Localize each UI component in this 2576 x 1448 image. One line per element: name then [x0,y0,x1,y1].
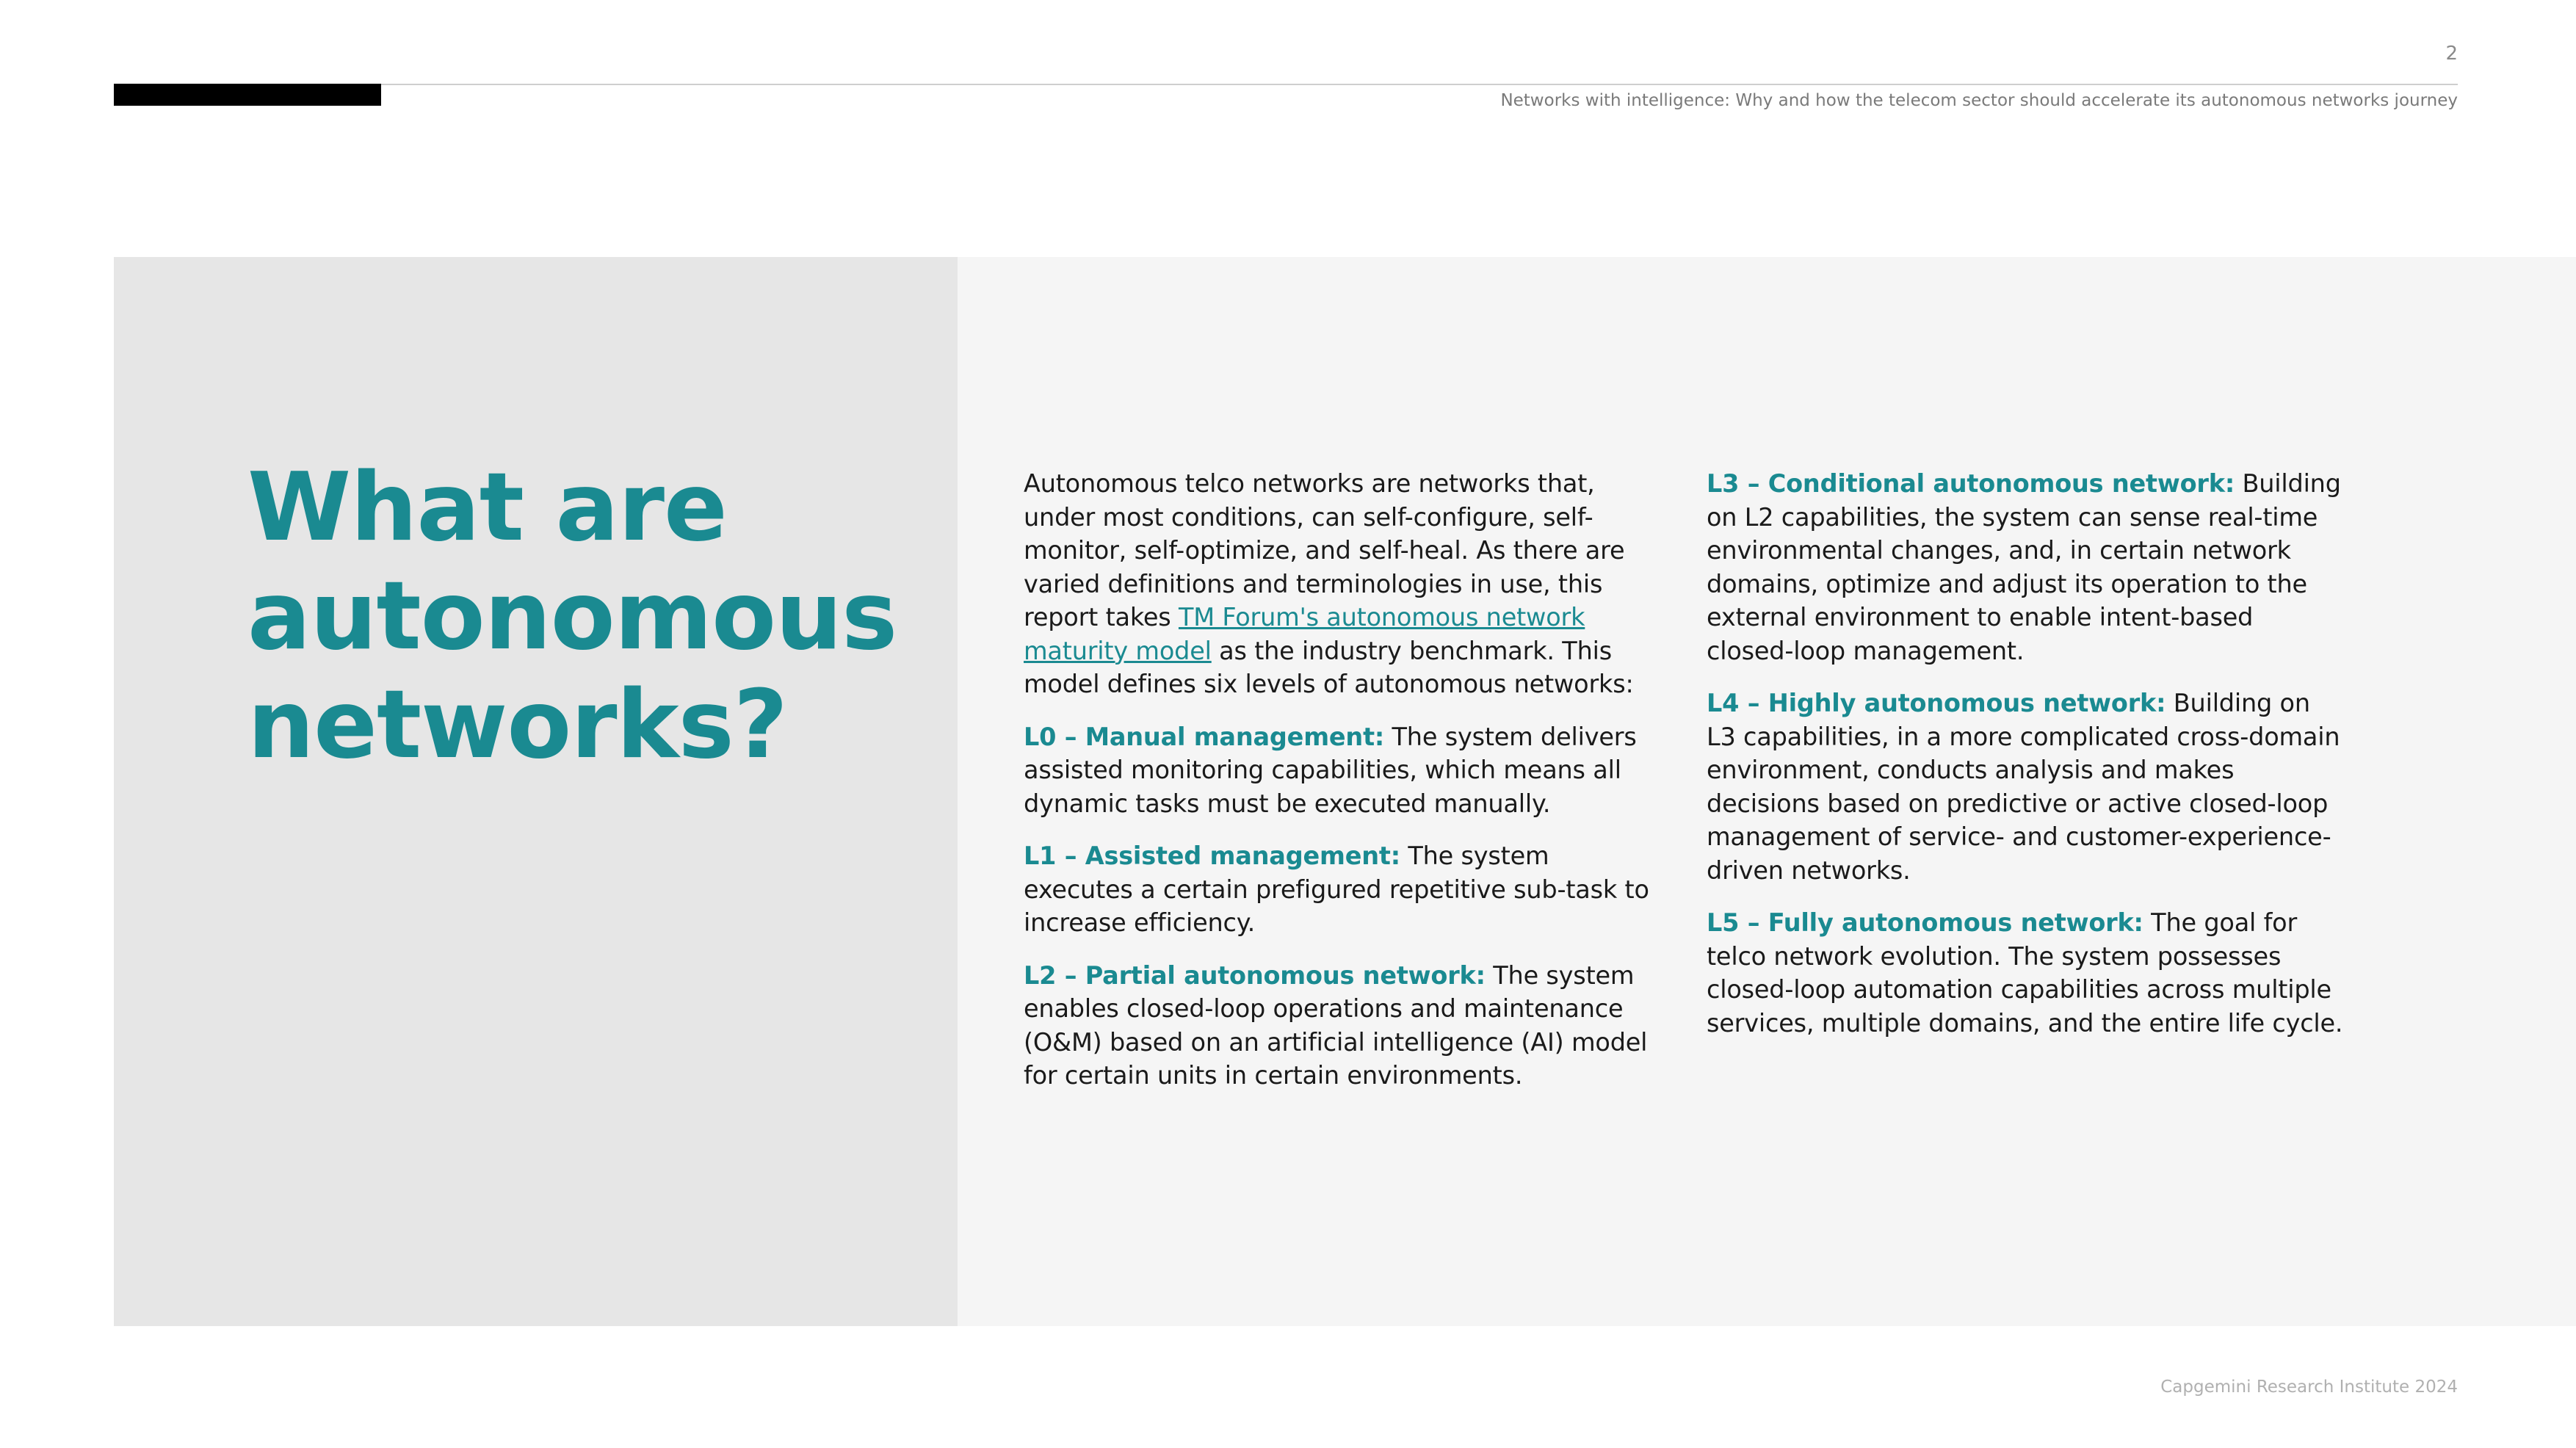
level-l5-label: L5 – Fully autonomous network: [1707,908,2143,937]
tm-forum-link[interactable]: TM Forum's autonomous network maturity model [1024,603,1585,665]
title-line-3: networks? [247,670,787,780]
level-l1-label: L1 – Assisted management: [1024,841,1400,870]
left-panel [114,257,958,1326]
text-column-left [1024,467,1655,1112]
level-l0-text: The system delivers assisted monitoring capabilities, which means all dynamic tasks must be executed manually. [1024,722,1637,818]
level-l4-paragraph [1707,687,2345,887]
header-accent-bar [114,84,381,106]
level-l4-text: Building on L3 capabilities, in a more complicated cross-domain environment, conducts analysis and makes decisions based on predictive or active closed-loop management of service- and customer-experience-driven networks. [1707,689,2340,885]
level-l1-paragraph [1024,839,1655,940]
title-line-2: autonomous [247,562,897,671]
running-title: Networks with intelligence: Why and how the telecom sector should accelerate its autonomous networks journey [1500,91,2458,110]
level-l0-paragraph [1024,720,1655,821]
text-column-right [1707,467,2345,1059]
level-l4-label: L4 – Highly autonomous network: [1707,689,2166,717]
level-l3-label: L3 – Conditional autonomous network: [1707,469,2235,498]
level-l3-text: Building on L2 capabilities, the system can sense real-time environmental changes, and, in certain network domains, optimize and adjust its operation to the external environment to enable intent-based closed-loop management. [1707,469,2341,665]
level-l1-text: The system executes a certain prefigured repetitive sub-task to increase efficiency. [1024,841,1649,937]
level-l3-paragraph [1707,467,2345,667]
page-number: 2 [2445,43,2458,65]
level-l2-label: L2 – Partial autonomous network: [1024,960,1486,990]
level-l5-paragraph [1707,906,2345,1040]
level-l2-text: The system enables closed-loop operations and maintenance (O&M) based on an artificial intelligence (AI) model for certain units in certain environments. [1024,960,1648,1090]
title-line-1: What are [247,453,727,562]
level-l0-label: L0 – Manual management: [1024,722,1385,751]
intro-text-before: Autonomous telco networks are networks that, under most conditions, can self-configure, self-monitor, self-optimize, and self-heal. As there are varied definitions and terminologies in use, this report takes [1024,469,1625,631]
intro-text-after: as the industry benchmark. This model defines six levels of autonomous networks: [1024,636,1634,698]
level-l5-text: The goal for telco network evolution. The system possesses closed-loop automation capabilities across multiple services, multiple domains, and the entire life cycle. [1707,908,2343,1038]
intro-paragraph [1024,467,1655,701]
level-l2-paragraph [1024,959,1655,1093]
page-title [247,454,938,780]
footer-credit: Capgemini Research Institute 2024 [2160,1378,2458,1397]
header-divider [114,84,2458,85]
